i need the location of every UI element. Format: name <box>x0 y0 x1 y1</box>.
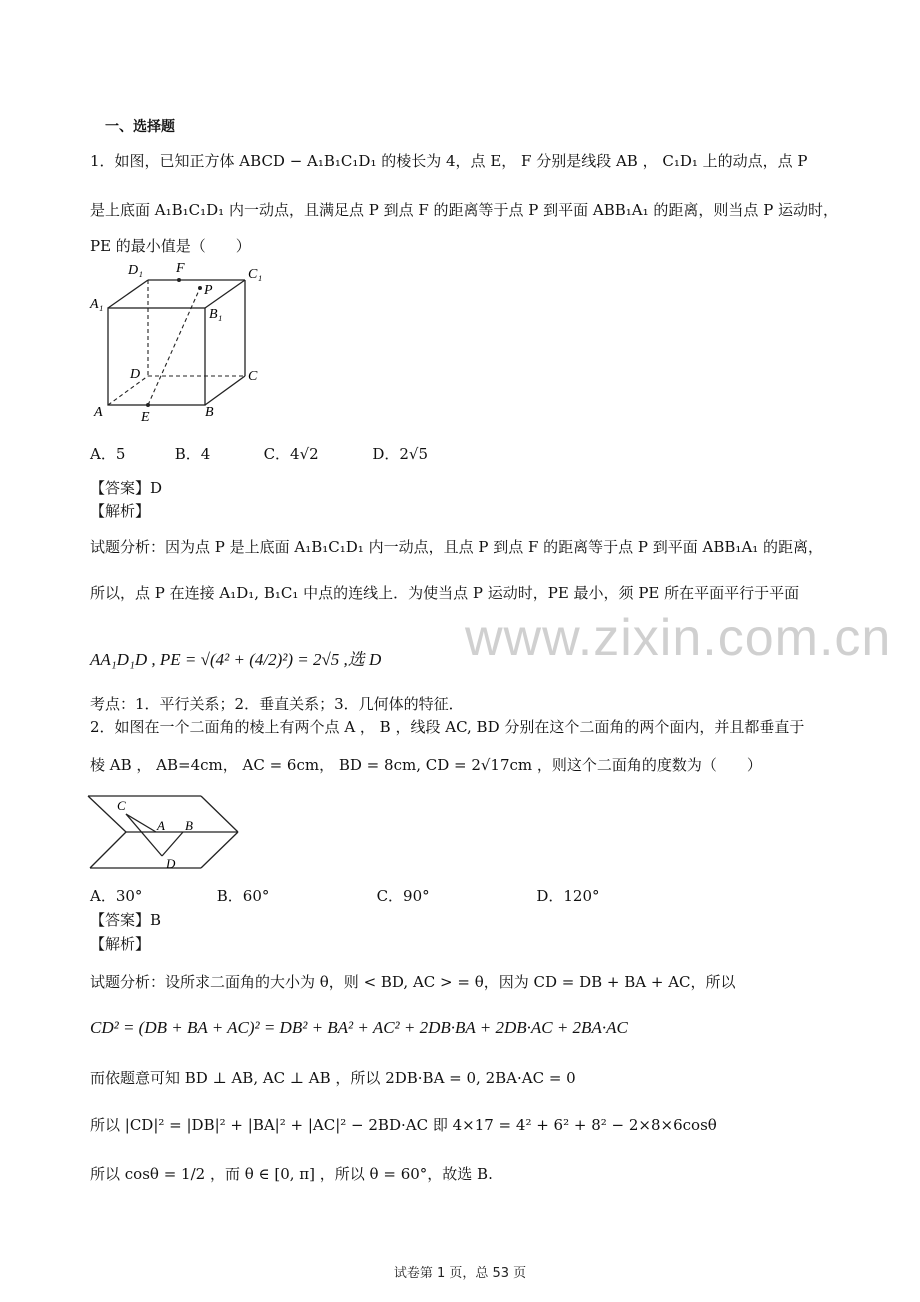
q2-analysis-line1: 试题分析：设所求二面角的大小为 θ，则 < BD, AC > = θ，因为 CD = DB + BA + AC，所以 <box>90 973 736 991</box>
q1-analysis-line1: 试题分析：因为点 P 是上底面 A₁B₁C₁D₁ 内一动点，且点 P 到点 F 的距离等于点 P 到平面 ABB₁A₁ 的距离， <box>90 538 824 556</box>
q1-option-d: D．2√5 <box>372 445 429 463</box>
q2-line2: 棱 AB ， AB=4cm， AC = 6cm， BD = 8cm, CD = 2√17cm ，则这个二面角的度数为（ ） <box>90 756 762 774</box>
q2-analysis-line5: 所以 cosθ = 1/2 ，而 θ ∈ [0, π] ，所以 θ = 60°，故选 B. <box>90 1165 493 1183</box>
label-c: C <box>117 798 126 813</box>
q2-answer: 【答案】B <box>90 911 162 929</box>
q2-option-d: D．120° <box>536 887 600 905</box>
label-e: E <box>141 410 150 425</box>
q1-line3: PE 的最小值是（ ） <box>90 237 251 255</box>
q1-option-c: C．4√2 <box>263 445 319 463</box>
q1-analysis-line2: 所以，点 P 在连接 A₁D₁, B₁C₁ 中点的连线上．为使当点 P 运动时，PE 最小，须 PE 所在平面平行于平面 <box>90 584 800 602</box>
section-title: 一、选择题 <box>105 119 175 135</box>
label-f: F <box>176 261 185 276</box>
dihedral-figure <box>86 792 246 877</box>
label-p: P <box>204 283 213 298</box>
q1-option-b: B．4 <box>174 445 211 463</box>
q1-option-a: A．5 <box>90 445 126 463</box>
label-c: C <box>248 369 258 384</box>
q2-analysis-line4: 所以 |CD|² = |DB|² + |BA|² + |AC|² − 2BD·AC 即 4×17 = 4² + 6² + 8² − 2×8×6cosθ <box>90 1116 717 1134</box>
label-c1: C₁ <box>248 267 263 282</box>
label-b1: B₁ <box>209 307 223 322</box>
q2-options <box>90 885 600 906</box>
label-d1: D₁ <box>128 263 143 278</box>
label-d: D <box>166 856 176 871</box>
watermark: www.zixin.com.cn <box>465 609 892 667</box>
label-b: B <box>205 405 214 420</box>
q1-options <box>90 443 428 464</box>
cube-figure <box>88 258 273 428</box>
q1-answer: 【答案】D <box>90 479 163 497</box>
label-a1: A₁ <box>90 297 104 312</box>
q2-analysis-line2: CD² = (DB + BA + AC)² = DB² + BA² + AC² + 2DB·BA + 2DB·AC + 2BA·AC <box>90 1018 628 1037</box>
label-d: D <box>130 367 141 382</box>
q2-option-a: A．30° <box>90 887 143 905</box>
page-footer: 试卷第 1 页，总 53 页 <box>393 1266 527 1281</box>
q2-option-c: C．90° <box>376 887 430 905</box>
q2-analysis-title: 【解析】 <box>90 935 151 953</box>
q2-line1: 2．如图在一个二面角的棱上有两个点 A ， B ，线段 AC, BD 分别在这个二面角的两个面内，并且都垂直于 <box>90 718 805 736</box>
q2-analysis-line3: 而依题意可知 BD ⊥ AB, AC ⊥ AB ，所以 2DB·BA = 0, 2BA·AC = 0 <box>90 1069 576 1087</box>
label-a: A <box>94 405 103 420</box>
label-a: A <box>157 818 165 833</box>
q1-analysis-title: 【解析】 <box>90 502 151 520</box>
q1-line1: 1．如图，已知正方体 ABCD − A₁B₁C₁D₁ 的棱长为 4，点 E， F 分别是线段 AB ， C₁D₁ 上的动点，点 P <box>90 152 808 170</box>
q1-kaodian: 考点：1．平行关系；2．垂直关系；3．几何体的特征． <box>90 695 464 713</box>
q1-analysis-line3: AA₁D₁D , PE = √(4² + (4/2)²) = 2√5 ,选 D <box>90 650 382 669</box>
label-b: B <box>185 818 193 833</box>
q2-option-b: B．60° <box>216 887 270 905</box>
q1-line2: 是上底面 A₁B₁C₁D₁ 内一动点，且满足点 P 到点 F 的距离等于点 P 到平面 ABB₁A₁ 的距离，则当点 P 运动时， <box>90 201 839 219</box>
